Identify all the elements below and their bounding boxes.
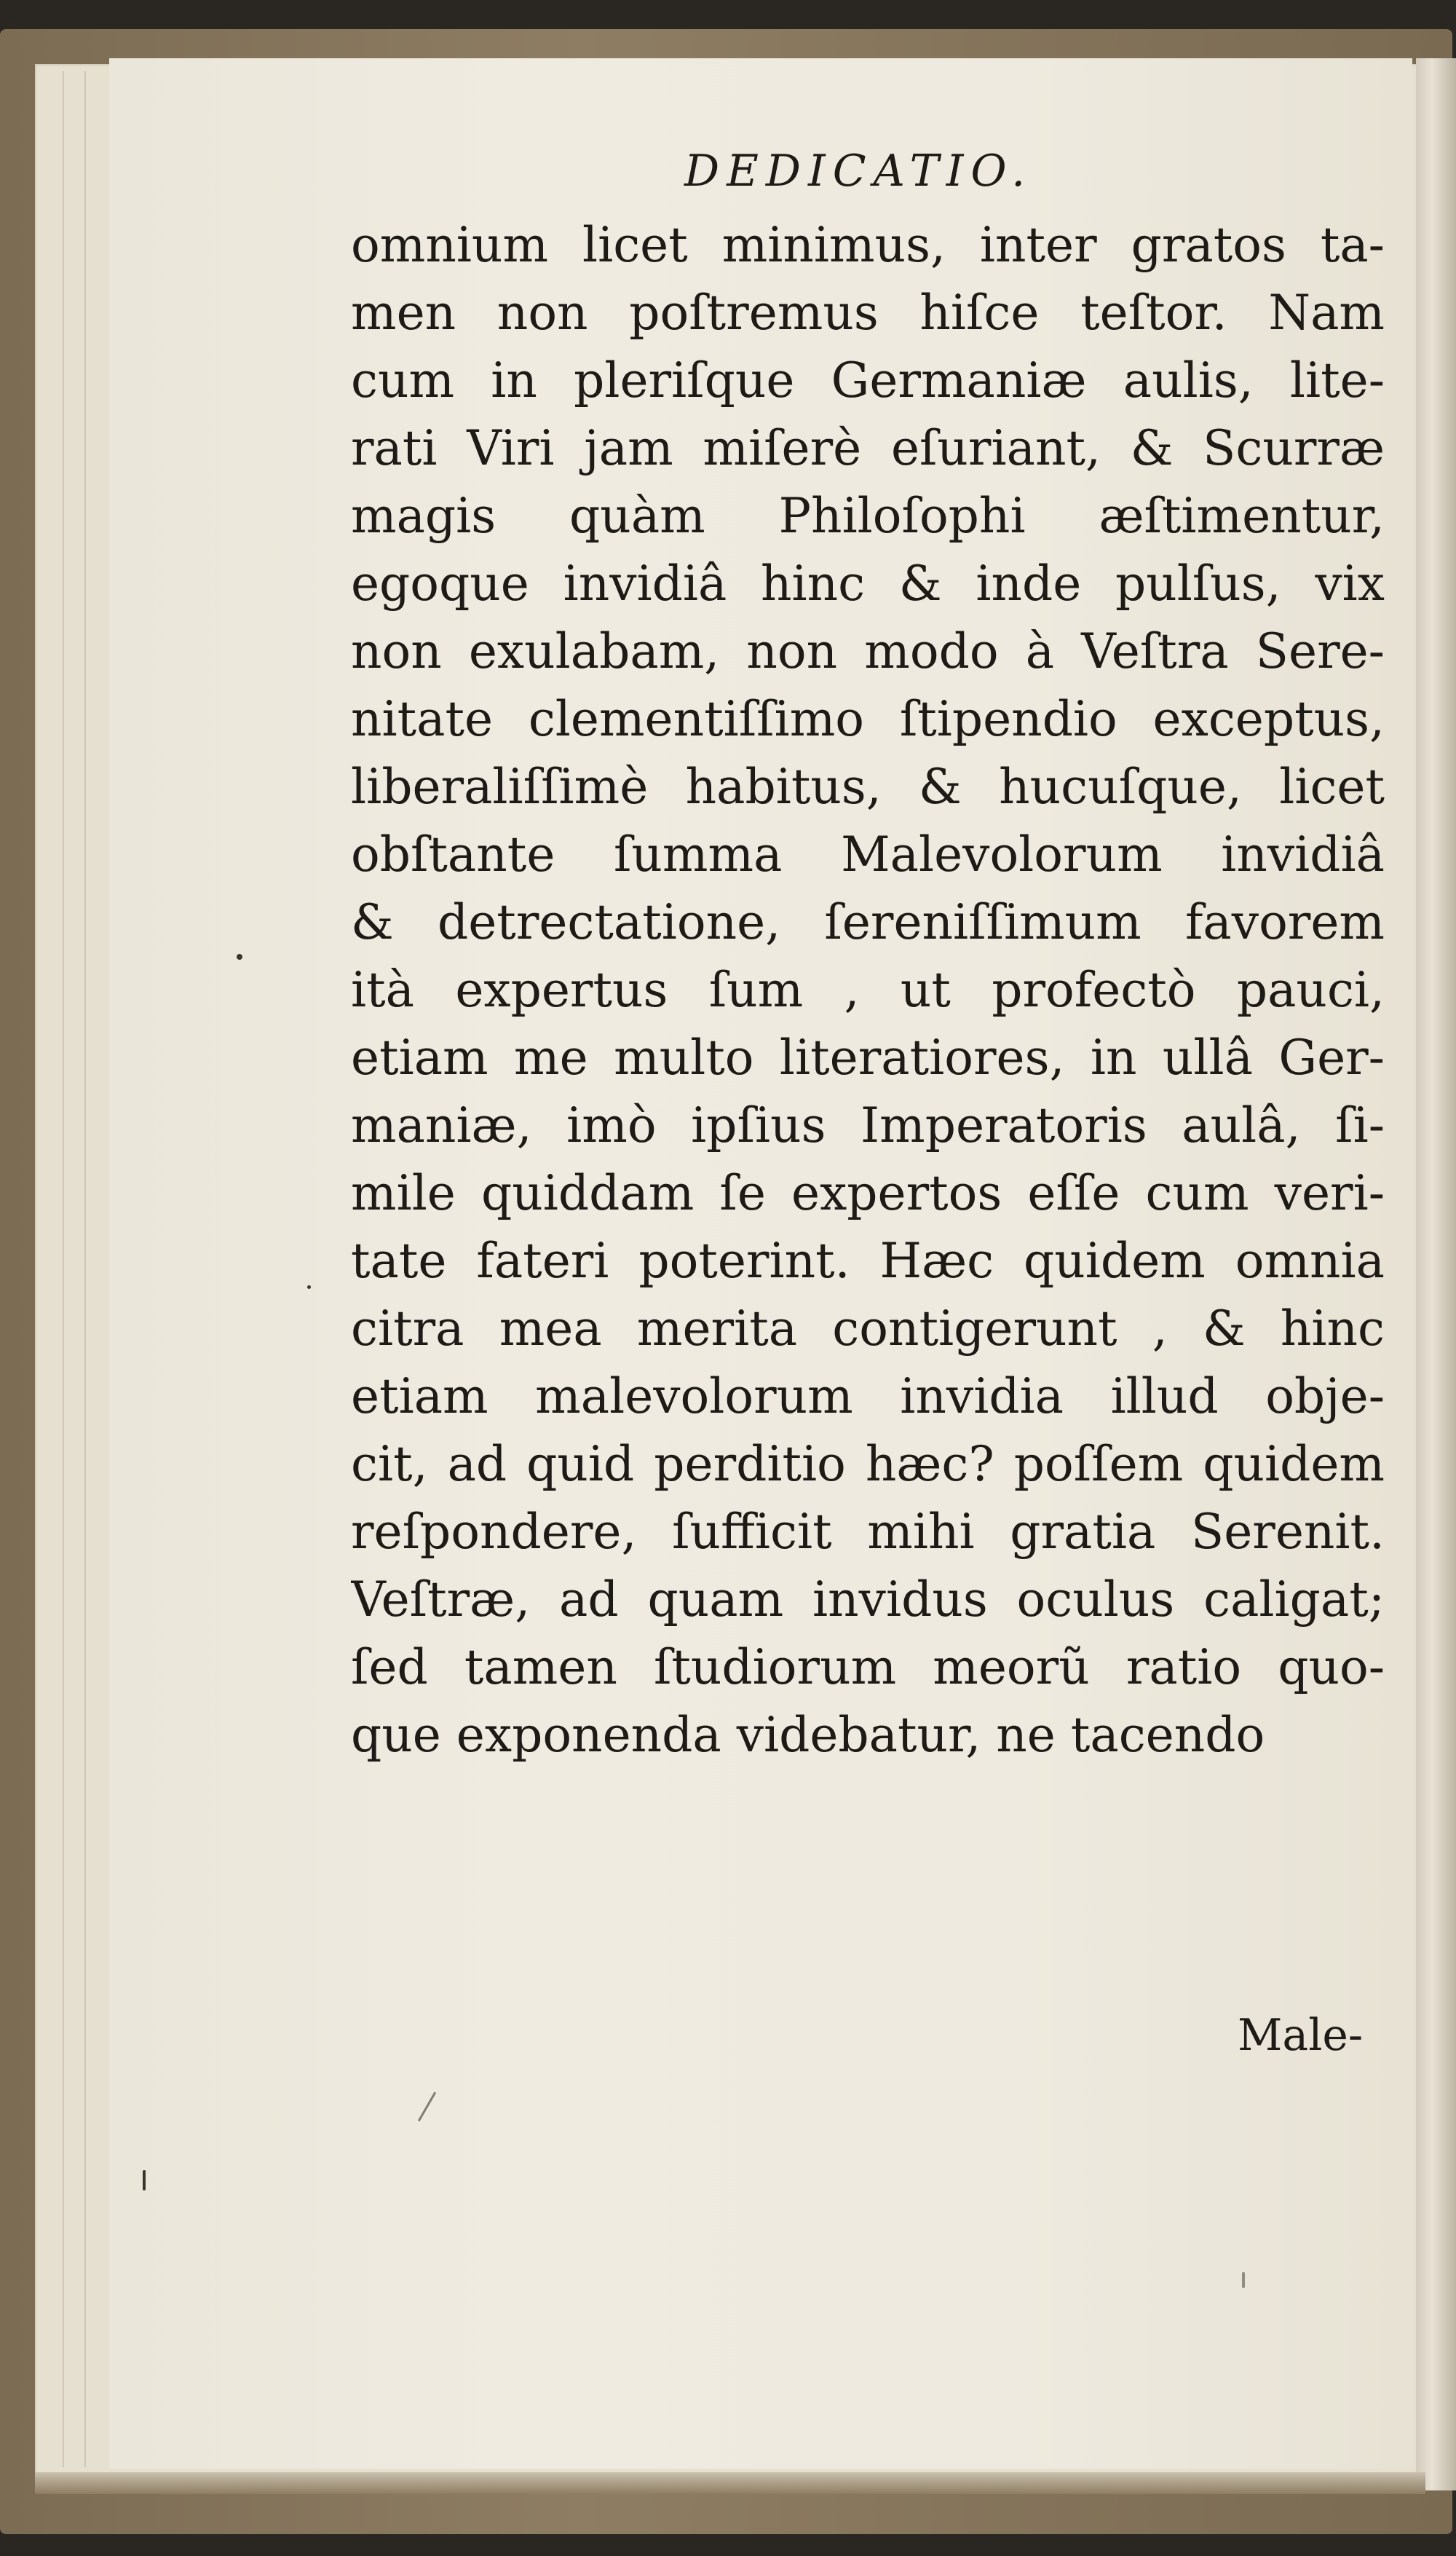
bottom-page-edge [35, 2472, 1425, 2494]
text-line: que exponenda videbatur, ne tacendo [351, 1707, 1265, 1763]
text-line: reſpondere, ſufficit mihi gratia Serenit. [351, 1504, 1385, 1560]
text-line: citra mea merita contigerunt , & hinc [351, 1301, 1385, 1357]
text-line: maniæ, imò ipſius Imperatoris aulâ, ſi- [351, 1097, 1385, 1153]
text-line: mile quiddam ſe expertos eſſe cum veri- [351, 1165, 1385, 1221]
right-page-edge [1416, 58, 1456, 2490]
ink-speck [143, 2170, 146, 2190]
text-line: & detrectatione, ſereniſſimum favorem [351, 894, 1385, 950]
text-line: cum in pleriſque Germaniæ aulis, lite- [351, 352, 1385, 409]
text-line: ſed tamen ſtudiorum meorũ ratio quo- [351, 1639, 1385, 1695]
text-line: Veſtræ, ad quam invidus oculus caligat; [351, 1571, 1385, 1628]
text-line: non exulabam, non modo à Veſtra Sere- [351, 623, 1385, 679]
text-line: egoque invidiâ hinc & inde pulſus, vix [351, 556, 1385, 612]
text-line: magis quàm Philoſophi æſtimentur, [351, 488, 1385, 544]
ink-speck [307, 1285, 311, 1289]
text-line: etiam malevolorum invidia illud obje- [351, 1368, 1385, 1424]
text-line: rati Viri jam miſerè eſuriant, & Scurræ [351, 420, 1385, 476]
text-line: omnium licet minimus, inter gratos ta- [351, 217, 1385, 273]
text-line: cit, ad quid perditio hæc? poſſem quidem [351, 1436, 1385, 1492]
ink-speck [237, 954, 242, 960]
ink-speck [1242, 2272, 1245, 2288]
running-head: DEDICATIO. [684, 146, 1033, 197]
text-line: liberaliſſimè habitus, & hucuſque, licet [351, 759, 1385, 815]
text-line: ità expertus ſum , ut profectò pauci, [351, 962, 1385, 1018]
text-line: tate fateri poterint. Hæc quidem omnia [351, 1233, 1385, 1289]
text-line: obſtante ſumma Malevolorum invidiâ [351, 827, 1385, 883]
text-line: men non poſtremus hiſce teſtor. Nam [351, 285, 1385, 341]
dedication-text [351, 211, 1385, 1769]
catchword: Male- [1238, 2010, 1364, 2061]
text-line: etiam me multo literatiores, in ullâ Ger- [351, 1030, 1385, 1086]
text-line: nitate clementiſſimo ſtipendio exceptus, [351, 691, 1385, 747]
